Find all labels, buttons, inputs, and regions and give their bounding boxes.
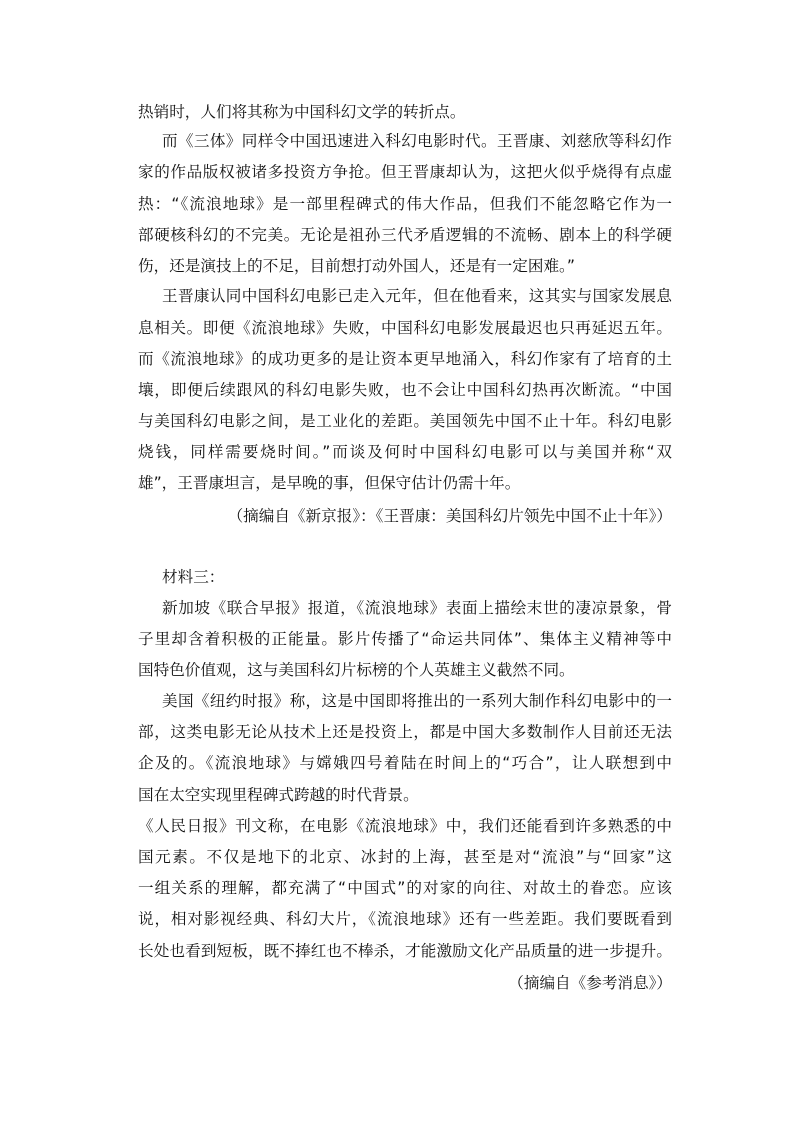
text-line: 与美国科幻电影之间，是工业化的差距。美国领先中国不止十年。科幻电影 (138, 412, 672, 430)
text-line: 王晋康认同中国科幻电影已走入元年，但在他看来，这其实与国家发展息 (162, 287, 672, 305)
text-line: 部硬核科幻的不完美。无论是祖孙三代矛盾逻辑的不流畅、剧本上的科学硬 (138, 226, 672, 244)
source-citation: （摘编自《参考消息》） (508, 974, 672, 992)
text-line: 长处也看到短板，既不捧红也不棒杀，才能激励文化产品质量的进一步提升。 (138, 942, 672, 960)
text-line: 热：“《流浪地球》是一部里程碑式的伟大作品，但我们不能忽略它作为一 (138, 195, 672, 213)
text-line: 《人民日报》刊文称，在电影《流浪地球》中，我们还能看到许多熟悉的中 (138, 817, 672, 835)
text-line: 而《流浪地球》的成功更多的是让资本更早地涌入，科幻作家有了培育的土 (138, 350, 672, 368)
text-line: 国元素。不仅是地下的北京、冰封的上海，甚至是对“流浪”与“回家”这 (138, 848, 672, 866)
text-line: 息相关。即便《流浪地球》失败，中国科幻电影发展最迟也只再延迟五年。 (138, 319, 672, 337)
text-line: 子里却含着积极的正能量。影片传播了“命运共同体”、集体主义精神等中 (138, 630, 672, 648)
text-line: 一组关系的理解，都充满了“中国式”的对家的向往、对故土的眷恋。应该 (138, 879, 672, 897)
text-line: 企及的。《流浪地球》与嫦娥四号着陆在时间上的“巧合”，让人联想到中 (138, 754, 672, 772)
section-heading: 材料三： (162, 568, 225, 586)
text-line: 家的作品版权被诸多投资方争抢。但王晋康却认为，这把火似乎烧得有点虚 (138, 163, 672, 181)
text-line: 而《三体》同样令中国迅速进入科幻电影时代。王晋康、刘慈欣等科幻作 (162, 132, 672, 150)
text-line: 烧钱，同样需要烧时间。”而谈及何时中国科幻电影可以与美国并称“双 (138, 443, 672, 461)
text-line: 国特色价值观，这与美国科幻片标榜的个人英雄主义截然不同。 (138, 661, 575, 679)
text-line: 热销时，人们将其称为中国科幻文学的转折点。 (138, 103, 466, 121)
text-line: 雄”，王晋康坦言，是早晚的事，但保守估计仍需十年。 (138, 474, 521, 492)
text-line: 说，相对影视经典、科幻大片，《流浪地球》还有一些差距。我们要既看到 (138, 910, 672, 928)
text-line: 部，这类电影无论从技术上还是投资上，都是中国大多数制作人目前还无法 (138, 723, 672, 741)
text-line: 美国《纽约时报》称，这是中国即将推出的一系列大制作科幻电影中的一 (162, 692, 672, 710)
text-line: 国在太空实现里程碑式跨越的时代背景。 (138, 786, 419, 804)
source-citation: （摘编自《新京报》：《王晋康：美国科幻片领先中国不止十年》） (227, 507, 672, 525)
text-line: 壤，即便后续跟风的科幻电影失败，也不会让中国科幻热再次断流。“中国 (138, 381, 672, 399)
text-line: 伤，还是演技上的不足，目前想打动外国人，还是有一定困难。” (138, 257, 575, 275)
text-line: 新加坡《联合早报》报道，《流浪地球》表面上描绘末世的凄凉景象，骨 (162, 599, 672, 617)
